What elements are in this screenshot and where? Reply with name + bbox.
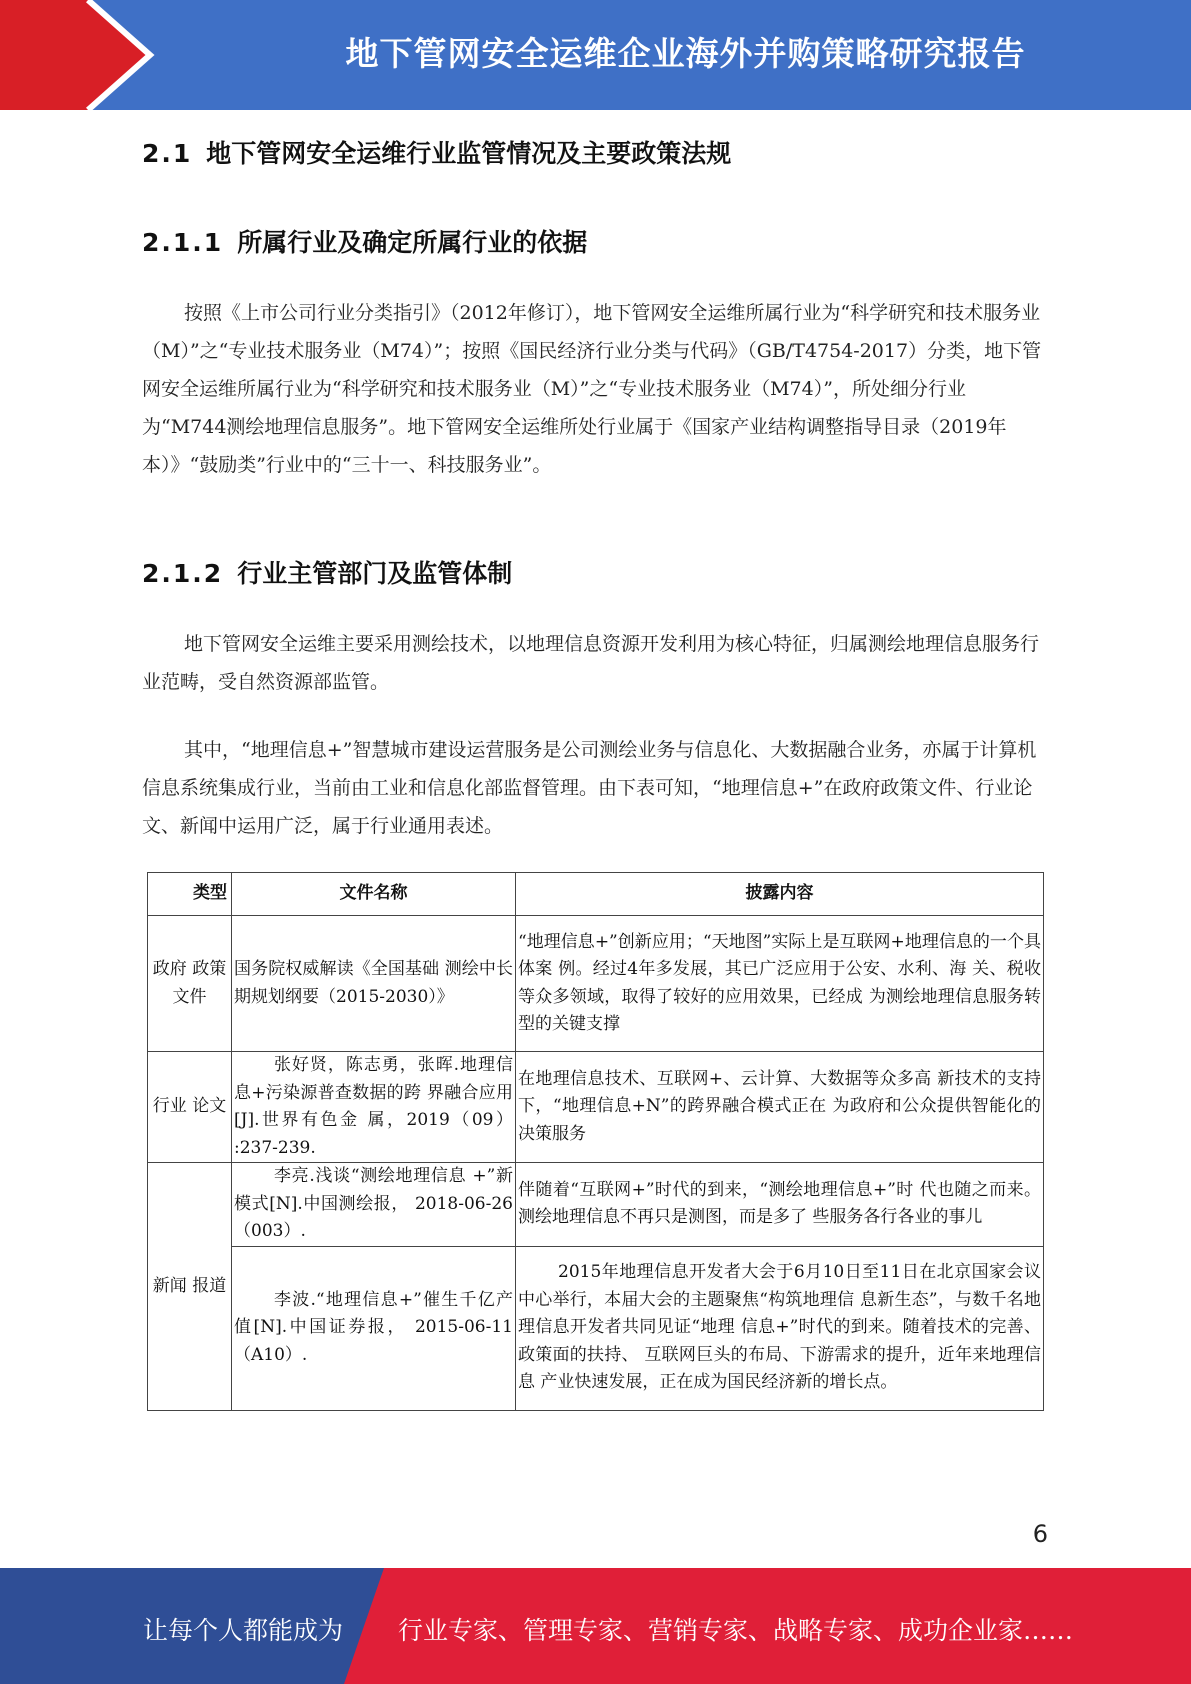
- cell-name: 李亮.浅谈“测绘地理信息 +”新模式[N].中国测绘报， 2018-06-26 （003）.: [232, 1163, 516, 1247]
- report-title: 地下管网安全运维企业海外并购策略研究报告: [345, 34, 1026, 73]
- subsection-heading-2: [142, 554, 512, 590]
- cell-name: 张好贤，陈志勇，张晖.地理信息+污染源普查数据的跨 界融合应用[J].世界有色金 属，2019（09） :237-239.: [232, 1052, 516, 1163]
- cell-name: 国务院权威解读《全国基础 测绘中长期规划纲要（2015-2030）》: [232, 916, 516, 1052]
- cell-name: 李波.“地理信息+”催生千亿产值[N].中国证券报， 2015-06-11（A10）.: [232, 1246, 516, 1410]
- subsection-number-2: 2.1.2: [142, 559, 224, 588]
- header-name: 文件名称: [232, 873, 516, 916]
- cell-disclosure: “地理信息+”创新应用；“天地图”实际上是互联网+地理信息的一个具体案 例。经过4年多发展，其已广泛应用于公安、水利、海 关、税收等众多领域，取得了较好的应用效果，已经成 为测绘地理信息服务转型的关键支撑: [516, 916, 1044, 1052]
- header-type: 类型: [148, 873, 232, 916]
- cell-type: 行业 论文: [148, 1052, 232, 1163]
- footer-slogan-left: 让每个人都能成为: [143, 1616, 344, 1645]
- regulation-paragraph-2: 其中，“地理信息+”智慧城市建设运营服务是公司测绘业务与信息化、大数据融合业务，亦属于计算机信息系统集成行业，当前由工业和信息化部监督管理。由下表可知，“地理信息+”在政府政策文件、行业论文、新闻中运用广泛，属于行业通用表述。: [142, 739, 1037, 837]
- table-header-row: [148, 873, 1044, 916]
- section-title: 地下管网安全运维行业监管情况及主要政策法规: [206, 139, 732, 168]
- regulation-paragraph-1: 地下管网安全运维主要采用测绘技术，以地理信息资源开发利用为核心特征，归属测绘地理信息服务行业范畴，受自然资源部监管。: [142, 633, 1040, 693]
- table-row: [148, 1163, 1044, 1247]
- cell-disclosure: 伴随着“互联网+”时代的到来，“测绘地理信息+”时 代也随之而来。测绘地理信息不再只是测图，而是多了 些服务各行各业的事儿: [516, 1163, 1044, 1247]
- subsection-heading-1: [142, 223, 587, 259]
- section-heading: [142, 134, 731, 170]
- table-row: [148, 1246, 1044, 1410]
- industry-classification-paragraph: 按照《上市公司行业分类指引》（2012年修订），地下管网安全运维所属行业为“科学研究和技术服务业（M）”之“专业技术服务业（M74）”；按照《国民经济行业分类与代码》（GB/T4754-2017）分类，地下管网安全运维所属行业为“科学研究和技术服务业（M）”之“专业技术服务业（M74）”，所处细分行业为“M744测绘地理信息服务”。地下管网安全运维所处行业属于《国家产业结构调整指导目录（2019年本）》“鼓励类”行业中的“三十一、科技服务业”。: [142, 302, 1042, 476]
- cell-type: 新闻 报道: [148, 1163, 232, 1411]
- cell-type: 政府 政策 文件: [148, 916, 232, 1052]
- subsection-title-2: 行业主管部门及监管体制: [237, 559, 513, 588]
- page-number: 6: [1032, 1520, 1048, 1548]
- subsection-number-1: 2.1.1: [142, 228, 224, 257]
- subsection-title-1: 所属行业及确定所属行业的依据: [237, 228, 588, 257]
- usage-table: [147, 872, 1044, 1411]
- section-number: 2.1: [142, 139, 193, 168]
- header-disclosure: 披露内容: [516, 873, 1044, 916]
- footer-slogan-right: 行业专家、管理专家、营销专家、战略专家、成功企业家……: [398, 1616, 1074, 1645]
- cell-disclosure: 2015年地理信息开发者大会于6月10日至11日在北京国家会议中心举行，本届大会的主题聚焦“构筑地理信 息新生态”，与数千名地理信息开发者共同见证“地理 信息+”时代的到来。随着技术的完善、政策面的扶持、 互联网巨头的布局、下游需求的提升，近年来地理信息 产业快速发展，正在成为国民经济新的增长点。: [516, 1246, 1044, 1410]
- table-row: [148, 1052, 1044, 1163]
- table-row: [148, 916, 1044, 1052]
- cell-disclosure: 在地理信息技术、互联网+、云计算、大数据等众多高 新技术的支持下，“地理信息+N”的跨界融合模式正在 为政府和公众提供智能化的决策服务: [516, 1052, 1044, 1163]
- footer-band: [0, 1568, 1191, 1684]
- header-band: [0, 0, 1191, 110]
